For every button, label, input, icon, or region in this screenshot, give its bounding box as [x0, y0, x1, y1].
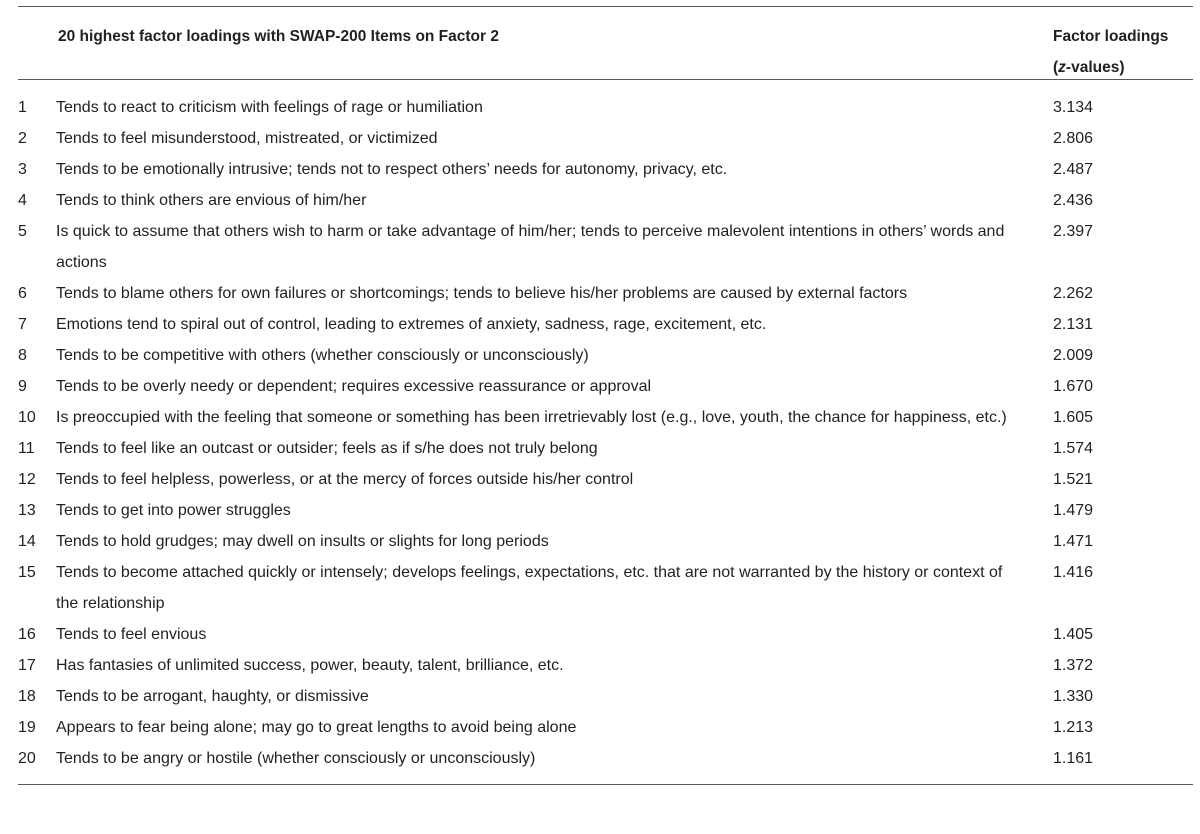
table-row	[18, 123, 1193, 154]
table-row	[18, 495, 1193, 526]
row-number: 7	[18, 316, 27, 333]
table-row	[18, 712, 1193, 743]
row-item-text: Tends to become attached quickly or intensely; develops feelings, expectations, etc. that are not warranted by the history or context of the relationship	[56, 564, 1003, 612]
row-factor-loading: 1.574	[1053, 440, 1094, 457]
row-number: 11	[18, 440, 35, 457]
row-number: 9	[18, 378, 27, 395]
row-number: 1	[18, 99, 27, 116]
table-row	[18, 681, 1193, 712]
table-row	[18, 154, 1193, 185]
row-factor-loading: 1.330	[1053, 688, 1094, 705]
row-factor-loading: 2.487	[1053, 161, 1094, 178]
row-item-text: Tends to get into power struggles	[56, 502, 291, 519]
row-item-text: Tends to feel misunderstood, mistreated, or victimized	[56, 130, 438, 147]
row-number: 2	[18, 130, 27, 147]
row-number: 6	[18, 285, 27, 302]
table-row	[18, 743, 1193, 774]
row-item-text: Tends to be angry or hostile (whether consciously or unconsciously)	[56, 750, 536, 767]
row-factor-loading: 1.405	[1053, 626, 1094, 643]
factor-loadings-table	[18, 6, 1193, 785]
row-item-text: Appears to fear being alone; may go to great lengths to avoid being alone	[56, 719, 577, 736]
row-item-text: Tends to blame others for own failures or shortcomings; tends to believe his/her problems are caused by external factors	[56, 285, 908, 302]
row-factor-loading: 2.436	[1053, 192, 1094, 209]
header-z-symbol: z	[1058, 59, 1066, 76]
row-factor-loading: 3.134	[1053, 99, 1094, 116]
table-row	[18, 650, 1193, 681]
row-factor-loading: 1.521	[1053, 471, 1094, 488]
row-factor-loading: 2.262	[1053, 285, 1094, 302]
row-number: 3	[18, 161, 27, 178]
row-item-text: Emotions tend to spiral out of control, leading to extremes of anxiety, sadness, rage, excitement, etc.	[56, 316, 767, 333]
row-item-text: Tends to feel helpless, powerless, or at the mercy of forces outside his/her control	[56, 471, 634, 488]
row-number: 17	[18, 657, 36, 674]
row-item-text: Tends to feel like an outcast or outsider; feels as if s/he does not truly belong	[56, 440, 598, 457]
bottom-rule	[18, 784, 1193, 785]
row-factor-loading: 2.131	[1053, 316, 1094, 333]
table-body	[18, 80, 1193, 784]
row-item-text: Tends to react to criticism with feelings of rage or humiliation	[56, 99, 483, 116]
row-factor-loading: 1.670	[1053, 378, 1094, 395]
table-row	[18, 340, 1193, 371]
table-row	[18, 402, 1193, 433]
row-item-text: Is preoccupied with the feeling that someone or something has been irretrievably lost (e.g., love, youth, the chance for happiness, etc.)	[56, 409, 1007, 426]
row-item-text: Tends to be overly needy or dependent; requires excessive reassurance or approval	[56, 378, 652, 395]
row-number: 4	[18, 192, 27, 209]
table-header	[18, 7, 1193, 79]
row-item-text: Tends to feel envious	[56, 626, 207, 643]
table-row	[18, 526, 1193, 557]
row-number: 12	[18, 471, 36, 488]
row-item-text: Tends to be competitive with others (whether consciously or unconsciously)	[56, 347, 589, 364]
row-number: 14	[18, 533, 36, 550]
row-factor-loading: 2.806	[1053, 130, 1094, 147]
header-loadings-line2: (z-values)	[1053, 59, 1125, 76]
row-factor-loading: 1.605	[1053, 409, 1094, 426]
row-number: 13	[18, 502, 36, 519]
row-factor-loading: 1.213	[1053, 719, 1094, 736]
table-row	[18, 278, 1193, 309]
header-loadings-label	[1053, 21, 1168, 83]
header-item-label: 20 highest factor loadings with SWAP-200 Items on Factor 2	[58, 28, 499, 45]
row-factor-loading: 1.471	[1053, 533, 1094, 550]
row-item-text: Is quick to assume that others wish to harm or take advantage of him/her; tends to perceive malevolent intentions in others’ words and actions	[56, 223, 1005, 271]
row-number: 15	[18, 564, 36, 581]
table-row	[18, 619, 1193, 650]
row-number: 8	[18, 347, 27, 364]
row-number: 18	[18, 688, 36, 705]
row-number: 20	[18, 750, 36, 767]
row-factor-loading: 1.416	[1053, 564, 1094, 581]
header-loadings-rest: -values)	[1065, 59, 1125, 76]
table-row	[18, 309, 1193, 340]
table-row	[18, 92, 1193, 123]
row-factor-loading: 1.479	[1053, 502, 1094, 519]
row-item-text: Tends to be arrogant, haughty, or dismissive	[56, 688, 369, 705]
row-number: 5	[18, 223, 27, 240]
row-number: 16	[18, 626, 36, 643]
table-row	[18, 464, 1193, 495]
row-factor-loading: 2.009	[1053, 347, 1094, 364]
row-factor-loading: 1.161	[1053, 750, 1094, 767]
row-item-text: Tends to be emotionally intrusive; tends not to respect others’ needs for autonomy, privacy, etc.	[56, 161, 728, 178]
table-row	[18, 185, 1193, 216]
table-row	[18, 557, 1193, 619]
row-number: 19	[18, 719, 36, 736]
header-loadings-line1: Factor loadings	[1053, 28, 1169, 45]
table-row	[18, 216, 1193, 278]
table-row	[18, 433, 1193, 464]
table-row	[18, 371, 1193, 402]
row-number: 10	[18, 409, 36, 426]
row-factor-loading: 2.397	[1053, 223, 1094, 240]
row-item-text: Has fantasies of unlimited success, power, beauty, talent, brilliance, etc.	[56, 657, 564, 674]
row-item-text: Tends to think others are envious of him/her	[56, 192, 367, 209]
row-factor-loading: 1.372	[1053, 657, 1094, 674]
row-item-text: Tends to hold grudges; may dwell on insults or slights for long periods	[56, 533, 549, 550]
